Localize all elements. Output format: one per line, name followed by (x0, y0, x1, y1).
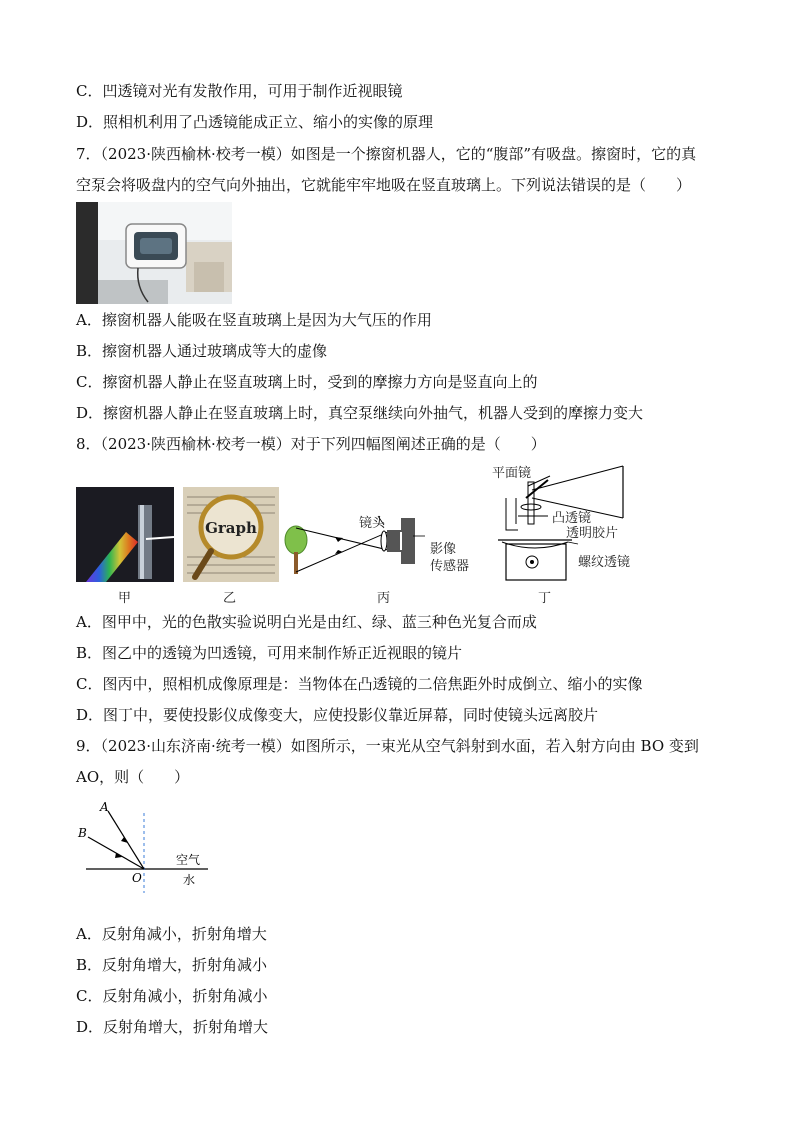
point-o-label: O (132, 871, 142, 885)
figure-yi-magnifier (183, 487, 279, 582)
q9-option-d: D．反射角增大，折射角增大 (76, 1018, 269, 1036)
caption-ding: 丁 (538, 591, 552, 606)
point-a-label: A (100, 800, 109, 814)
label-film: 透明胶片 (566, 526, 619, 541)
magnified-text: Graph (205, 519, 257, 537)
q9-option-b: B．反射角增大，折射角减小 (76, 956, 268, 974)
label-convex-lens: 凸透镜 (552, 511, 592, 526)
option-c-prev: C．凹透镜对光有发散作用，可用于制作近视眼镜 (76, 82, 403, 100)
label-sensor-1: 影像 (430, 542, 457, 557)
air-label: 空气 (176, 853, 201, 867)
label-lens: 镜头 (359, 516, 386, 531)
q8-option-b: B．图乙中的透镜为凹透镜，可用来制作矫正近视眼的镜片 (76, 644, 463, 662)
q8-stem: 8．（2023·陕西榆林·校考一模）对于下列四幅图阐述正确的是（ ） (76, 435, 546, 453)
q7-option-a: A．擦窗机器人能吸在竖直玻璃上是因为大气压的作用 (76, 311, 432, 329)
point-b-label: B (78, 826, 87, 840)
label-sensor-2: 传感器 (430, 559, 470, 574)
caption-jia: 甲 (118, 591, 132, 606)
figure-jia-prism (76, 487, 174, 582)
q7-stem-line2: 空泵会将吸盘内的空气向外抽出，它就能牢牢地吸在竖直玻璃上。下列说法错误的是（ ） (76, 176, 692, 194)
label-screw-lens: 螺纹透镜 (578, 555, 631, 570)
q7-option-c: C．擦窗机器人静止在竖直玻璃上时，受到的摩擦力方向是竖直向上的 (76, 373, 538, 391)
q8-option-a: A．图甲中，光的色散实验说明白光是由红、绿、蓝三种色光复合而成 (76, 613, 537, 631)
window-robot-photo (76, 202, 232, 304)
caption-bing: 丙 (377, 591, 391, 606)
label-plane-mirror: 平面镜 (492, 466, 532, 481)
q9-stem-line1: 9．（2023·山东济南·统考一模）如图所示，一束光从空气斜射到水面，若入射方向由 BO 变到 (76, 737, 699, 755)
q9-option-c: C．反射角减小，折射角减小 (76, 987, 268, 1005)
q8-option-d: D．图丁中，要使投影仪成像变大，应使投影仪靠近屏幕，同时使镜头远离胶片 (76, 706, 599, 724)
figure-q9-refraction (76, 795, 216, 895)
water-label: 水 (183, 873, 196, 887)
q8-option-c: C．图丙中，照相机成像原理是：当物体在凸透镜的二倍焦距外时成倒立、缩小的实像 (76, 675, 643, 693)
q7-option-b: B．擦窗机器人通过玻璃成等大的虚像 (76, 342, 328, 360)
q7-stem-line1: 7．（2023·陕西榆林·校考一模）如图是一个擦窗机器人，它的“腹部”有吸盘。擦窗时，它的真 (76, 145, 697, 163)
option-d-prev: D．照相机利用了凸透镜能成正立、缩小的实像的原理 (76, 113, 434, 131)
q9-option-a: A．反射角减小，折射角增大 (76, 925, 267, 943)
caption-yi: 乙 (223, 591, 237, 606)
q7-option-d: D．擦窗机器人静止在竖直玻璃上时，真空泵继续向外抽气，机器人受到的摩擦力变大 (76, 404, 644, 422)
q9-stem-line2: AO，则（ ） (76, 768, 190, 786)
